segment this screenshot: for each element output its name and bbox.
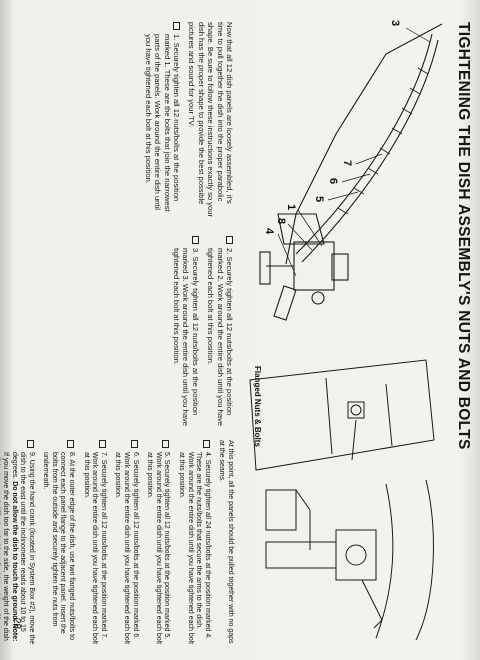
step-3 — [172, 236, 200, 432]
callout-1: 1 — [285, 204, 297, 211]
panels-pulled-text: At this point, all the panels should be pulled together with no gaps at the seams. — [218, 440, 234, 644]
column-3 — [0, 440, 234, 646]
step-6-text: 6. Securely tighten all 12 nuts/bolts at the position marked 6. Work around the entire dish until you have tightened each bolt at this position. — [114, 452, 139, 645]
step-7-checkbox[interactable] — [99, 440, 106, 448]
step-4-checkbox[interactable] — [203, 440, 210, 448]
step-1 — [143, 22, 181, 218]
page-number: 28 — [11, 618, 22, 630]
step-5-checkbox[interactable] — [162, 440, 169, 448]
step-8-text: 8. At the outer edge of the dish, use two flanged nuts/bolts to connect each panel flange to the adjacent panel. Insert the bolts from the outside and securely tighten the nuts from underneath. — [42, 452, 76, 640]
step-8 — [41, 440, 75, 646]
step-3-text: 3. Securely tighten all 12 nuts/bolts at the position marked 3. Work around the entire dish until you have tightened each bolt at this position. — [171, 248, 200, 426]
step-7-text: 7. Securely tighten all 12 nuts/bolts at the position marked 7. Work around the entire dish until you have tightened each bolt at this position. — [82, 452, 107, 645]
step-4-text: 4. Securely tighten all 24 nuts/bolts at the position marked 4. These are the nuts/bolts that secure the arms to the dish. Work around the entire dish until you have tightened each bolt at this position. — [178, 452, 211, 645]
intro-paragraph: Now that all 12 dish panels are loosely assembled, it's time to pull together the dish into the proper parabolic shape. Be sure to follow these instructions exactly so your dish has the proper shape to provide the best possible pictures and sound for your TV. — [187, 22, 234, 218]
step-6-checkbox[interactable] — [131, 440, 138, 448]
step-2 — [206, 236, 234, 432]
callout-3: 3 — [389, 20, 401, 27]
step-8-checkbox[interactable] — [67, 440, 74, 448]
step-9-text: 9. Using the hand crank (located in System Box #2), move the dish to the east until the inclinometer reads about 10 to 15 degrees. — [10, 452, 35, 645]
step-2-text: 2. Securely tighten all 12 nuts/bolts at the position marked 2. Work around the entire dish until you have tightened each bolt at this position. — [206, 248, 234, 426]
flanged-bolts-diagram — [246, 350, 446, 490]
step-9 — [0, 440, 35, 646]
step-4 — [176, 440, 210, 646]
step-9-note-label: Note: — [10, 623, 18, 642]
callout-4: 4 — [263, 228, 275, 235]
step-2-checkbox[interactable] — [226, 236, 233, 244]
step-6 — [113, 440, 139, 646]
step-1-checkbox[interactable] — [173, 22, 180, 30]
step-9-note: If you move the dish too far to the side, the weight of the dish — [1, 452, 9, 641]
callout-6: 6 — [327, 178, 339, 185]
step-9-warning: Do not allow the dish to touch the ground. — [10, 481, 18, 622]
page-title: TIGHTENING THE DISH ASSEMBLY'S NUTS AND BOLTS — [455, 22, 472, 450]
step-1-text: 1. Securely tighten all 12 nuts/bolts at the position marked 1. These are the bolts that join the narrowest parts of the panels. Work around the entire dish until you have tightened each bolt at this position. — [143, 34, 181, 212]
callout-7: 7 — [341, 160, 353, 167]
column-2 — [166, 236, 234, 432]
dish-side-diagram — [256, 14, 446, 344]
step-9-checkbox[interactable] — [27, 440, 34, 448]
step-5 — [145, 440, 171, 646]
step-3-checkbox[interactable] — [192, 236, 199, 244]
flanged-caption: Flanged Nuts & Bolts — [253, 366, 262, 447]
step-5-text: 5. Securely tighten all 12 nuts/bolts at the position marked 5. Work around the entire dish until you have tightened each bolt at this position. — [146, 452, 171, 645]
step-7 — [81, 440, 107, 646]
callout-5: 5 — [313, 196, 325, 203]
hub-crank-diagram — [250, 470, 446, 650]
column-1 — [137, 22, 234, 218]
callout-8: 8 — [275, 218, 287, 225]
